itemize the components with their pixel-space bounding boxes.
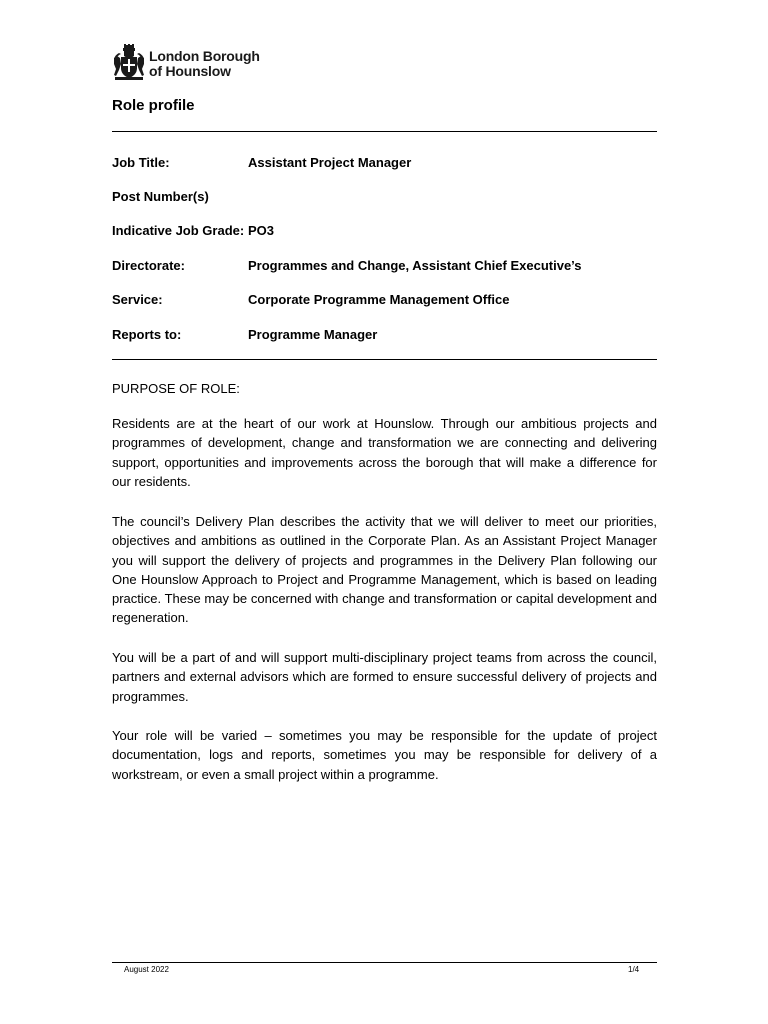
purpose-heading: PURPOSE OF ROLE: — [112, 381, 240, 396]
divider — [112, 131, 657, 132]
directorate-value: Programmes and Change, Assistant Chief Executive’s — [248, 258, 582, 273]
council-logo — [112, 44, 282, 84]
reports-to-label: Reports to: — [112, 327, 182, 342]
divider — [112, 359, 657, 360]
job-title-value: Assistant Project Manager — [248, 155, 412, 170]
grade-label: Indicative Job Grade: — [112, 223, 245, 238]
org-name — [149, 49, 260, 79]
purpose-paragraph: Residents are at the heart of our work at Hounslow. Through our ambitious projects and programmes of development, change and transformation we are connecting and delivering support, opportunities and improvements across the borough that will make a difference for our residents. — [112, 416, 657, 489]
org-name-line2: of Hounslow — [149, 63, 231, 79]
directorate-label: Directorate: — [112, 258, 185, 273]
purpose-paragraph: Your role will be varied – sometimes you may be responsible for the update of project documentation, logs and reports, sometimes you may be responsible for delivery of a workstream, or even a small project within a programme. — [112, 728, 657, 782]
page-number: 1/4 — [628, 965, 640, 974]
footer-divider — [112, 962, 657, 963]
crest-icon — [112, 44, 146, 82]
org-name-line1: London Borough — [149, 48, 260, 64]
service-value: Corporate Programme Management Office — [248, 292, 510, 307]
footer-date: August 2022 — [124, 965, 169, 974]
page-title: Role profile — [112, 97, 195, 114]
service-label: Service: — [112, 292, 163, 307]
grade-value: PO3 — [248, 223, 275, 238]
purpose-paragraph: The council’s Delivery Plan describes the activity that we will deliver to meet our priorities, objectives and ambitions as outlined in the Corporate Plan. As an Assistant Project Manager you will support the delivery of projects and programmes in the Delivery Plan following our One Hounslow Approach to Project and Programme Management, which is based on leading practice. These may be concerned with change and transformation or capital development and regeneration. — [112, 514, 657, 626]
reports-to-value: Programme Manager — [248, 327, 378, 342]
job-title-label: Job Title: — [112, 155, 170, 170]
post-number-label: Post Number(s) — [112, 189, 209, 204]
purpose-paragraph: You will be a part of and will support multi-disciplinary project teams from across the council, partners and external advisors which are formed to ensure successful delivery of projects and programmes. — [112, 650, 657, 704]
